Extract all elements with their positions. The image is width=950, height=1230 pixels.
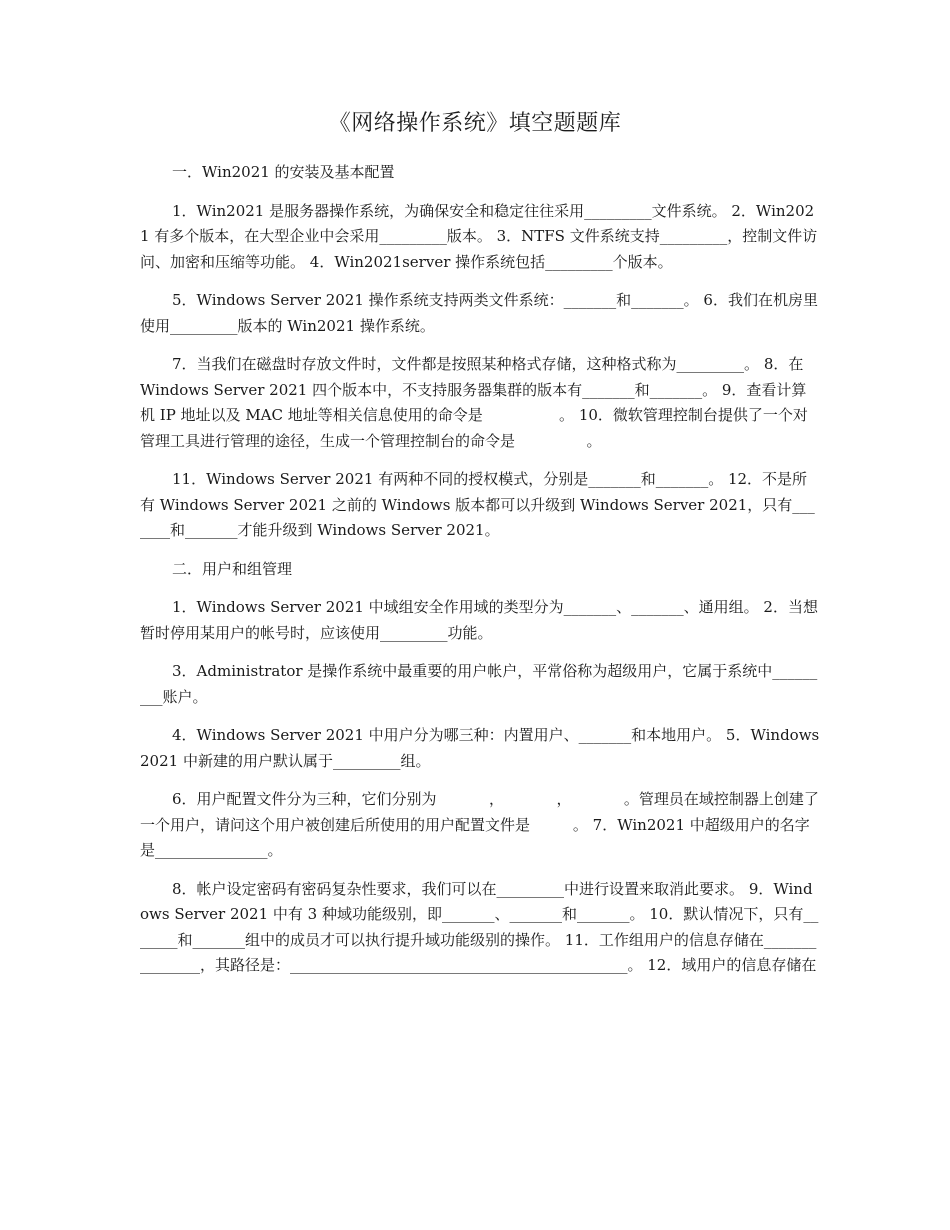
paragraph: 6．用户配置文件分为三种，它们分别为 ， ， 。管理员在域控制器上创建了一个用户，请问这个用户被创建后所使用的用户配置文件是 。 7．Win2021 中超级用户的名字是_______________。: [140, 790, 819, 859]
paragraph: 1．Win2021 是服务器操作系统，为确保安全和稳定往往采用_________文件系统。 2．Win2021 有多个版本，在大型企业中会采用_________版本。 3．NTFS 文件系统支持_________，控制文件访问、加密和压缩等功能。 4．Win2021server 操作系统包括_________个版本。: [140, 201, 818, 271]
page-title: 《网络操作系统》填空题题库: [328, 111, 622, 136]
paragraph: 1．Windows Server 2021 中域组安全作用域的类型分为_______、_______、通用组。 2．当想暂时停用某用户的帐号时，应该使用_________功能。: [140, 598, 818, 642]
paragraph: 7．当我们在磁盘时存放文件时，文件都是按照某种格式存储，这种格式称为_________。 8．在 Windows Server 2021 四个版本中，不支持服务器集群的版本有_______和_______。 9．查看计算机 IP 地址以及 MAC 地址等相关信息使用的命令是 。 10．微软管理控制台提供了一个对管理工具进行管理的途径，生成一个管理控制台的命令是 。: [140, 355, 809, 450]
section-heading: 一．Win2021 的安装及基本配置: [172, 163, 395, 181]
section-heading: 二．用户和组管理: [172, 559, 293, 578]
paragraph: 8．帐户设定密码有密码复杂性要求，我们可以在_________中进行设置来取消此要求。 9．Windows Server 2021 中有 3 种域功能级别，即_______、_______和_______。 10．默认情况下，只有_______和_______组中的成员才可以执行提升域功能级别的操作。 11．工作组用户的信息存储在_______________，其路径是：_____________________________________________。 12．域用户的信息存储在: [140, 879, 819, 974]
paragraph: 5．Windows Server 2021 操作系统支持两类文件系统：_______和_______。 6．我们在机房里使用_________版本的 Win2021 操作系统。: [140, 291, 818, 335]
paragraph: 3．Administrator 是操作系统中最重要的用户帐户，平常俗称为超级用户，它属于系统中_________账户。: [140, 662, 818, 706]
document-body: [140, 160, 820, 992]
paragraph: 11．Windows Server 2021 有两种不同的授权模式，分别是_______和_______。 12．不是所有 Windows Server 2021 之前的 Windows 版本都可以升级到 Windows Server 2021，只有_______和_______才能升级到 Windows Server 2021。: [140, 470, 815, 539]
paragraph: 4．Windows Server 2021 中用户分为哪三种：内置用户、_______和本地用户。 5．Windows2021 中新建的用户默认属于_________组。: [140, 726, 820, 770]
